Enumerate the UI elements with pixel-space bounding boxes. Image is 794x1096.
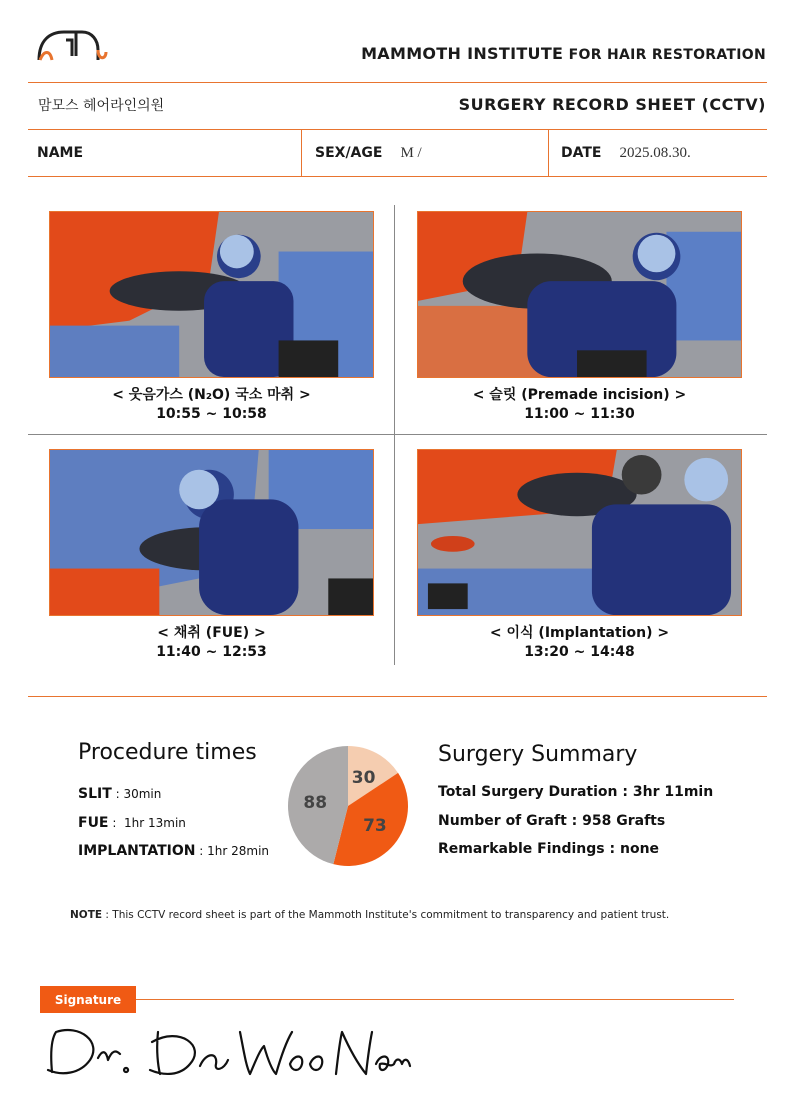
photo-caption-time: 10:55 ~ 10:58 bbox=[156, 406, 267, 422]
photo-caption-title: < 채취 (FUE) > bbox=[157, 625, 266, 641]
pie-data-label: 73 bbox=[363, 816, 387, 837]
divider bbox=[548, 130, 549, 176]
procedure-label: SLIT bbox=[78, 786, 112, 802]
procedure-value: 1hr 13min bbox=[124, 816, 186, 830]
brand-sub: FOR HAIR RESTORATION bbox=[568, 47, 766, 63]
name-label: NAME bbox=[37, 145, 84, 161]
procedure-sep: : bbox=[111, 787, 124, 801]
summary-row: Remarkable Findings : none bbox=[438, 841, 660, 857]
photo-grid-divider bbox=[28, 434, 767, 435]
procedure-label: IMPLANTATION bbox=[78, 843, 196, 859]
photo-caption bbox=[417, 624, 742, 662]
photo-caption bbox=[417, 386, 742, 424]
signature-line bbox=[136, 999, 734, 1000]
summary-row: Number of Graft : 958 Grafts bbox=[438, 813, 666, 829]
procedure-label: FUE bbox=[78, 815, 109, 831]
signature-image bbox=[40, 1020, 420, 1090]
date-value: 2025.08.30. bbox=[619, 144, 691, 161]
photo-caption-title: < 슬릿 (Premade incision) > bbox=[472, 387, 687, 403]
pie-data-label: 30 bbox=[351, 767, 376, 788]
divider bbox=[28, 176, 767, 177]
sex-age-cell bbox=[315, 130, 422, 176]
divider bbox=[301, 130, 302, 176]
photo-caption-time: 11:40 ~ 12:53 bbox=[156, 644, 267, 660]
mammoth-logo-icon bbox=[36, 26, 108, 66]
brand-main: MAMMOTH INSTITUTE bbox=[361, 44, 564, 63]
photo-caption-title: < 이식 (Implantation) > bbox=[489, 625, 670, 641]
cctv-photo-slit bbox=[417, 211, 742, 378]
patient-info-row bbox=[28, 130, 767, 176]
surgery-summary-title: Surgery Summary bbox=[438, 742, 638, 767]
procedure-sep: : bbox=[108, 816, 124, 830]
cctv-photo-anesthesia bbox=[49, 211, 374, 378]
procedure-sep: : bbox=[195, 844, 208, 858]
note-text: : This CCTV record sheet is part of the Mammoth Institute's commitment to transparency and patient trust. bbox=[102, 909, 670, 921]
procedure-time-row bbox=[78, 812, 186, 831]
note-label: NOTE bbox=[70, 909, 103, 921]
photo-caption-time: 13:20 ~ 14:48 bbox=[524, 644, 635, 660]
photo-caption bbox=[49, 624, 374, 662]
procedure-value: 30min bbox=[123, 787, 162, 801]
photo-grid-divider bbox=[394, 205, 395, 665]
clinic-korean-name: 맘모스 헤어라인의원 bbox=[38, 98, 165, 114]
brand-name bbox=[361, 44, 766, 63]
cctv-photo-fue bbox=[49, 449, 374, 616]
procedure-times-title: Procedure times bbox=[78, 740, 257, 765]
signature-label: Signature bbox=[40, 986, 136, 1013]
procedure-time-row bbox=[78, 840, 269, 859]
photo-caption-time: 11:00 ~ 11:30 bbox=[524, 406, 635, 422]
note bbox=[70, 909, 669, 921]
cctv-photo-implantation bbox=[417, 449, 742, 616]
summary-row: Total Surgery Duration : 3hr 11min bbox=[438, 784, 714, 800]
divider bbox=[28, 696, 767, 697]
date-label: DATE bbox=[561, 145, 602, 161]
procedure-time-row bbox=[78, 783, 161, 802]
sheet-title: SURGERY RECORD SHEET (CCTV) bbox=[458, 95, 766, 114]
procedure-pie-chart bbox=[285, 743, 411, 869]
photo-caption-title: < 웃음가스 (N₂O) 국소 마취 > bbox=[112, 387, 311, 403]
divider bbox=[28, 82, 767, 83]
pie-data-label: 88 bbox=[303, 792, 328, 813]
procedure-value: 1hr 28min bbox=[207, 844, 270, 858]
name-cell bbox=[37, 130, 101, 176]
sex-age-value: M / bbox=[400, 144, 422, 161]
photo-caption bbox=[49, 386, 374, 424]
date-cell bbox=[561, 130, 691, 176]
sex-age-label: SEX/AGE bbox=[315, 145, 383, 161]
